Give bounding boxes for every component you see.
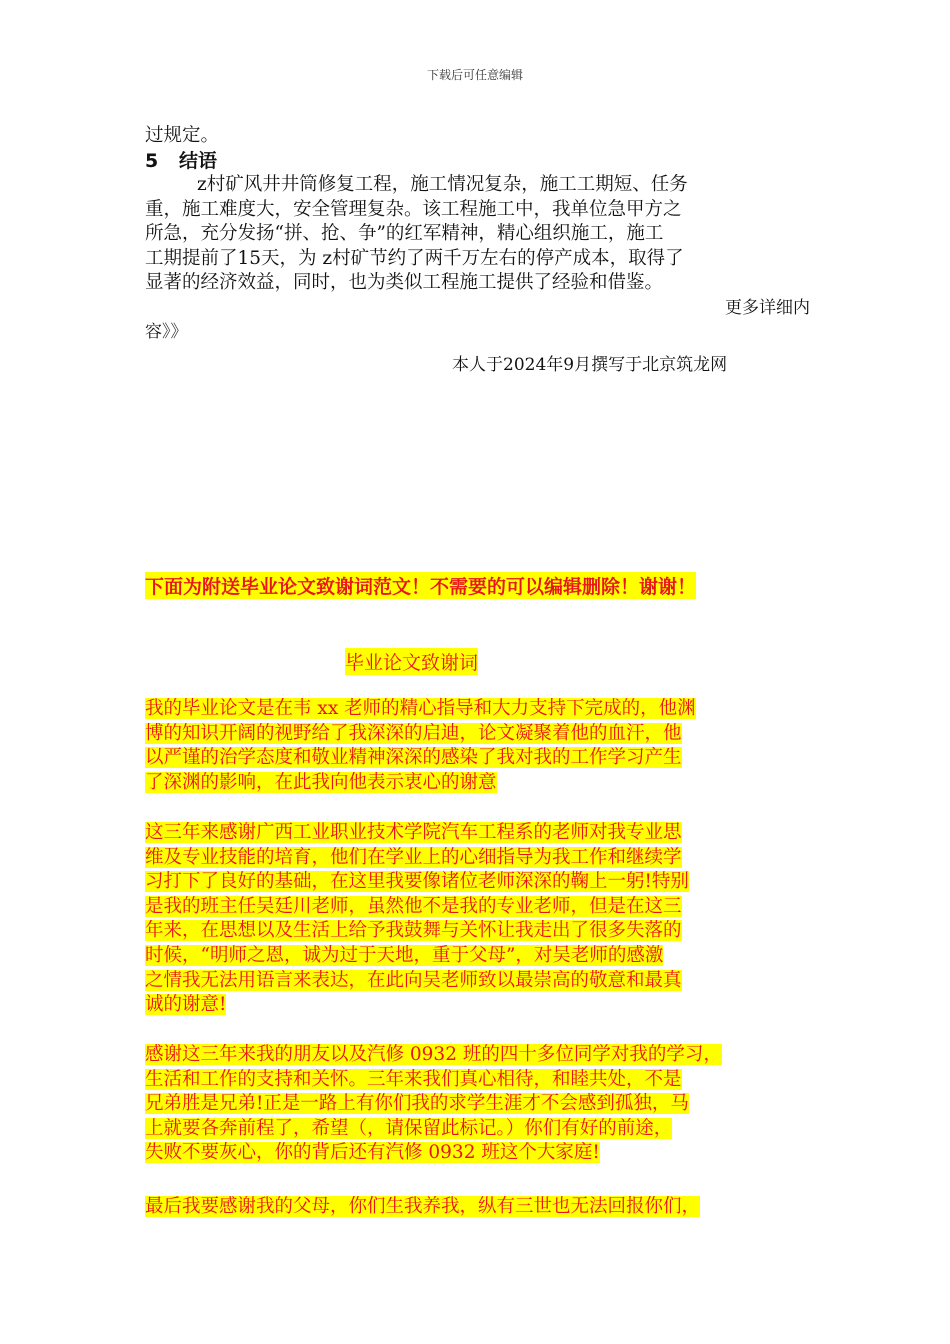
ack-line: 之情我无法用语言来表达，在此向吴老师致以最崇高的敬意和最真: [145, 969, 682, 991]
ack-line: 时候，“明师之恩，诚为过于天地，重于父母”，对吴老师的感激: [145, 944, 664, 966]
signature: 本人于2024年9月撰写于北京筑龙网: [452, 355, 728, 375]
ack-line: 是我的班主任吴廷川老师，虽然他不是我的专业老师，但是在这三: [145, 895, 682, 917]
notice-banner: 下面为附送毕业论文致谢词范文！不需要的可以编辑删除！谢谢！: [145, 572, 696, 599]
document-body: [145, 124, 810, 345]
ack-line: 年来，在思想以及生活上给予我鼓舞与关怀让我走出了很多失落的: [145, 920, 682, 942]
section-number: 5: [145, 149, 159, 172]
ack-line: 博的知识开阔的视野给了我深深的启迪，论文凝聚着他的血汗，他: [145, 722, 682, 744]
ack-title: 毕业论文致谢词: [345, 648, 478, 675]
ack-line: 最后我要感谢我的父母，你们生我养我，纵有三世也无法回报你们，: [145, 1196, 701, 1217]
text-line: 过规定。: [145, 125, 220, 146]
ack-paragraph-2: [145, 821, 835, 1018]
ack-line: 感谢这三年来我的朋友以及汽修 0932 班的四十多位同学对我的学习，: [145, 1044, 722, 1065]
ack-line: 上就要各奔前程了，希望（，请保留此标记。）你们有好的前途，: [145, 1117, 673, 1139]
ack-line: 我的毕业论文是在韦 xx 老师的精心指导和大力支持下完成的，他渊: [145, 698, 696, 719]
ack-line: 习打下了良好的基础，在这里我要像诸位老师深深的鞠上一躬!特别: [145, 871, 689, 893]
ack-line: 兄弟胜是兄弟!正是一路上有你们我的求学生涯才不会感到孤独，马: [145, 1093, 689, 1115]
ack-line: 生活和工作的支持和关怀。三年来我们真心相待，和睦共处，不是: [145, 1068, 682, 1090]
text-line: 重，施工难度大，安全管理复杂。该工程施工中，我单位急甲方之: [145, 198, 682, 220]
text-line: z村矿风井井筒修复工程，施工情况复杂，施工工期短、任务: [197, 174, 688, 195]
more-link-text: 更多详细内: [725, 297, 810, 318]
ack-line: 诚的谢意!: [145, 994, 227, 1016]
text-line: 显著的经济效益，同时，也为类似工程施工提供了经验和借鉴。: [145, 272, 664, 293]
ack-paragraph-3: [145, 1043, 835, 1166]
ack-line: 了深渊的影响，在此我向他表示衷心的谢意: [145, 771, 497, 793]
more-link-text-cont: 容》》: [145, 322, 188, 342]
section-heading: [145, 149, 810, 174]
ack-line: 维及专业技能的培育，他们在学业上的心细指导为我工作和继续学: [145, 846, 682, 868]
text-line: 工期提前了15天，为 z村矿节约了两千万左右的停产成本，取得了: [145, 247, 684, 269]
section-title: 结语: [179, 149, 218, 172]
page-header: 下载后可任意编辑: [426, 68, 523, 82]
ack-line: 这三年来感谢广西工业职业技术学院汽车工程系的老师对我专业思: [145, 822, 682, 843]
ack-paragraph-1: [145, 697, 835, 795]
ack-line: 以严谨的治学态度和敬业精神深深的感染了我对我的工作学习产生: [145, 747, 682, 769]
ack-paragraph-4: [145, 1195, 835, 1220]
text-line: 所急，充分发扬“拼、抢、争”的红军精神，精心组织施工，施工: [145, 223, 664, 244]
ack-line: 失败不要灰心，你的背后还有汽修 0932 班这个大家庭!: [145, 1142, 600, 1164]
